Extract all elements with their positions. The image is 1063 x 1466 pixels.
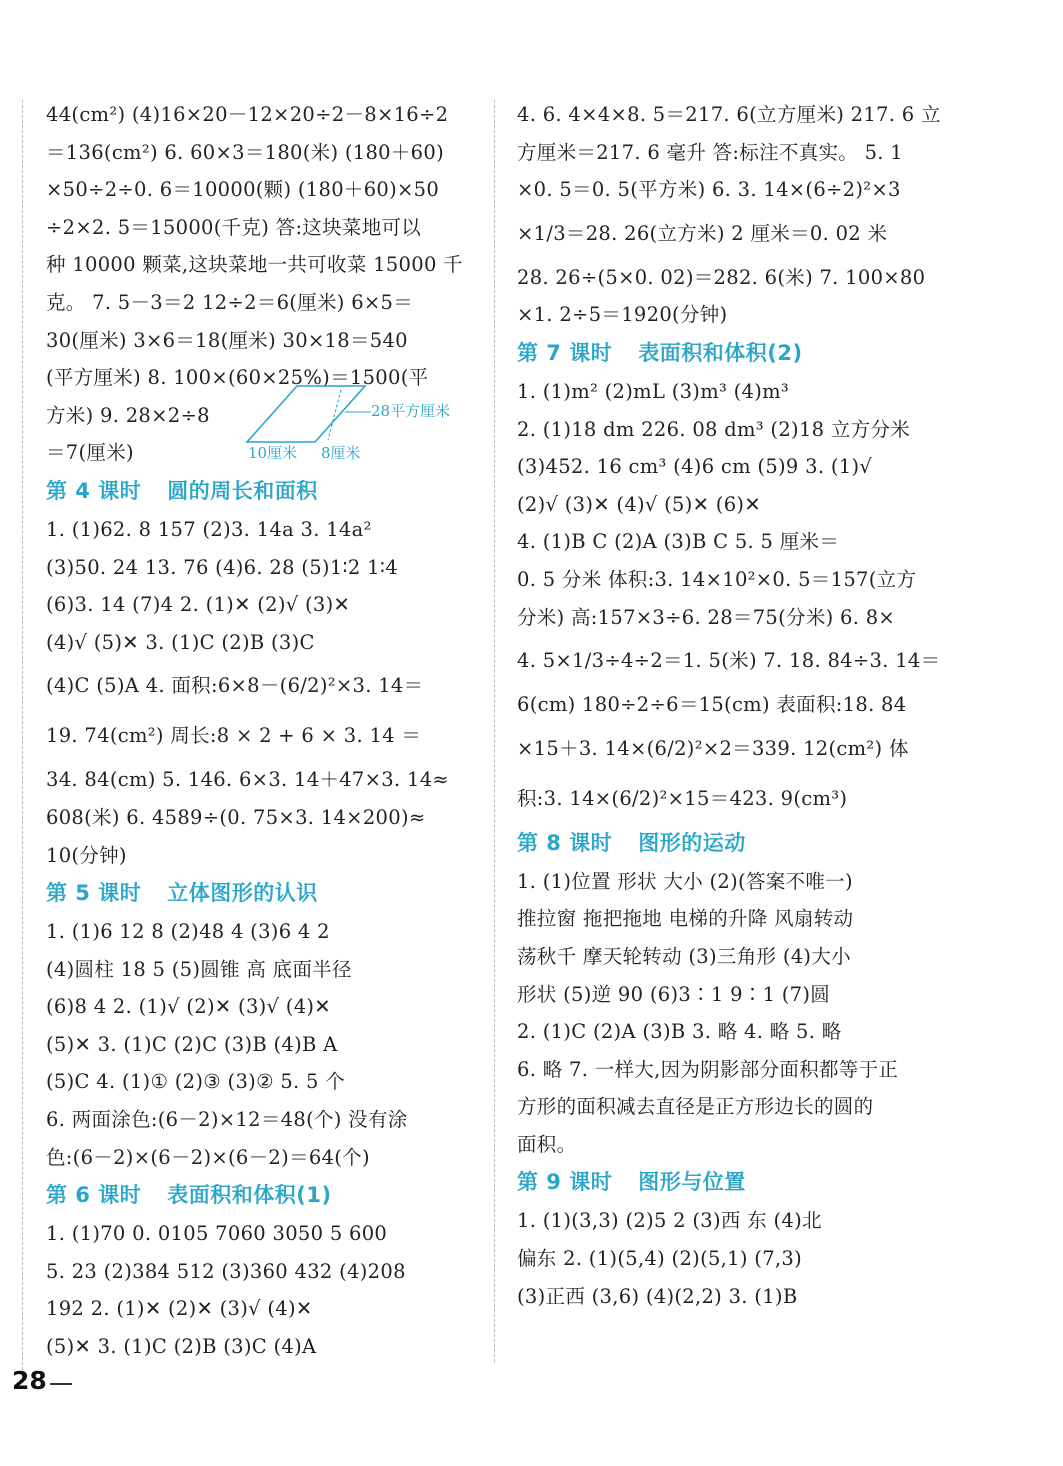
parallelogram-figure (243, 382, 473, 462)
answer-line: 2. (1)C (2)A (3)B 3. 略 4. 略 5. 略 (517, 1020, 842, 1044)
answer-line: 偏东 2. (1)(5,4) (2)(5,1) (7,3) (517, 1247, 803, 1271)
lesson-heading (517, 334, 947, 373)
answer-line: 1. (1)70 0. 0105 7060 3050 5 600 (46, 1222, 388, 1246)
lesson-number: 第 7 课时 (517, 340, 613, 365)
left-column (46, 96, 474, 1366)
column-divider (494, 100, 495, 1362)
answer-line: ×50÷2÷0. 6＝10000(颗) (180＋60)×50 (46, 178, 440, 202)
answer-line: 形状 (5)逆 90 (6)3∶1 9∶1 (7)圆 (517, 982, 831, 1006)
answer-line: 1. (1)(3,3) (2)5 2 (3)西 东 (4)北 (517, 1209, 822, 1233)
answer-line: ＝7(厘米) (46, 441, 134, 465)
answer-line: (3)452. 16 cm³ (4)6 cm (5)9 3. (1)√ (517, 455, 873, 479)
answer-line: (6)8 4 2. (1)√ (2)✕ (3)√ (4)✕ (46, 995, 331, 1019)
lesson-number: 第 4 课时 (46, 478, 142, 503)
answer-line: 608(米) 6. 4589÷(0. 75×3. 14×200)≈ (46, 805, 426, 829)
answer-line: (5)✕ 3. (1)C (2)C (3)B (4)B A (46, 1032, 338, 1056)
answer-line: 克。 7. 5－3＝2 12÷2＝6(厘米) 6×5＝ (46, 290, 414, 314)
lesson-number: 第 5 课时 (46, 881, 142, 906)
answer-line: 4. (1)B C (2)A (3)B C 5. 5 厘米＝ (517, 530, 840, 554)
answer-line: 种 10000 颗菜,这块菜地一共可收菜 15000 千 (46, 253, 463, 277)
lesson-number: 第 6 课时 (46, 1183, 142, 1208)
answer-line: (6)3. 14 (7)4 2. (1)✕ (2)√ (3)✕ (46, 593, 351, 617)
answer-line: 1. (1)62. 8 157 (2)3. 14a 3. 14a² (46, 517, 372, 541)
answer-line: 4. 5×1/3÷4÷2＝1. 5(米) 7. 18. 84÷3. 14＝ (517, 649, 941, 673)
answer-line: 4. 6. 4×4×8. 5＝217. 6(立方厘米) 217. 6 立 (517, 103, 941, 126)
page-number-dash (50, 1383, 72, 1385)
lesson-heading (517, 1163, 947, 1202)
answer-line: (4)C (5)A 4. 面积:6×8－(6/2)²×3. 14＝ (46, 674, 424, 698)
answer-line: 方形的面积减去直径是正方形边长的圆的 (517, 1095, 874, 1119)
answer-line: 6. 略 7. 一样大,因为阴影部分面积都等于正 (517, 1057, 899, 1081)
answer-line: (4)圆柱 18 5 (5)圆锥 高 底面半径 (46, 957, 352, 981)
left-margin-divider (22, 100, 23, 1370)
lesson-title: 表面积和体积(2) (638, 340, 803, 365)
answer-line: ×1/3＝28. 26(立方米) 2 厘米＝0. 02 米 (517, 221, 888, 245)
answer-line: 方米) 9. 28×2÷8 (46, 403, 210, 427)
lesson-title: 立体图形的认识 (167, 881, 318, 906)
answer-line: 方厘米＝217. 6 毫升 答:标注不真实。 5. 1 (517, 140, 903, 164)
answer-line: 192 2. (1)✕ (2)✕ (3)√ (4)✕ (46, 1297, 313, 1321)
lesson-heading (46, 1176, 474, 1215)
lesson-title: 圆的周长和面积 (167, 478, 318, 503)
answer-line: 积:3. 14×(6/2)²×15＝423. 9(cm³) (517, 786, 848, 810)
lesson-heading (517, 824, 947, 863)
lesson-heading (46, 472, 474, 511)
answer-line: 1. (1)位置 形状 大小 (2)(答案不唯一) (517, 869, 853, 893)
answer-line: 6(cm) 180÷2÷6＝15(cm) 表面积:18. 84 (517, 693, 907, 717)
lesson-number: 第 8 课时 (517, 830, 613, 855)
answer-line: (5)C 4. (1)① (2)③ (3)② 5. 5 个 (46, 1070, 346, 1094)
height-label: 8厘米 (321, 444, 361, 462)
lesson-number: 第 9 课时 (517, 1170, 613, 1195)
answer-line: 0. 5 分米 体积:3. 14×10²×0. 5＝157(立方 (517, 567, 917, 591)
lesson-title: 图形的运动 (638, 830, 746, 855)
answer-line: (3)50. 24 13. 76 (4)6. 28 (5)1∶2 1∶4 (46, 555, 398, 579)
answer-line: 分米) 高:157×3÷6. 28＝75(分米) 6. 8× (517, 605, 896, 629)
answer-line: 34. 84(cm) 5. 146. 6×3. 14＋47×3. 14≈ (46, 768, 450, 792)
answer-line: 10(分钟) (46, 843, 127, 867)
answer-line: 44(cm²) (4)16×20－12×20÷2－8×16÷2 (46, 103, 449, 126)
answer-line: ＝136(cm²) 6. 60×3＝180(米) (180＋60) (46, 140, 445, 164)
answer-line: 5. 23 (2)384 512 (3)360 432 (4)208 (46, 1259, 406, 1283)
answer-line: 1. (1)m² (2)mL (3)m³ (4)m³ (517, 379, 790, 403)
answer-line: ×15＋3. 14×(6/2)²×2＝339. 12(cm²) 体 (517, 736, 909, 760)
answer-line: 色:(6－2)×(6－2)×(6－2)＝64(个) (46, 1145, 370, 1169)
page-number: 28 (12, 1366, 47, 1395)
lesson-title: 图形与位置 (638, 1170, 746, 1195)
area-label: 28平方厘米 (371, 402, 451, 420)
answer-line: ×0. 5＝0. 5(平方米) 6. 3. 14×(6÷2)²×3 (517, 178, 901, 202)
answer-line: (3)正西 (3,6) (4)(2,2) 3. (1)B (517, 1284, 798, 1308)
answer-line: 推拉窗 拖把拖地 电梯的升降 风扇转动 (517, 907, 854, 931)
answer-line: 6. 两面涂色:(6－2)×12＝48(个) 没有涂 (46, 1108, 408, 1132)
answer-line: 30(厘米) 3×6＝18(厘米) 30×18＝540 (46, 328, 408, 352)
parallelogram-shape (247, 386, 365, 442)
right-column (517, 96, 947, 1315)
answer-line: (2)√ (3)✕ (4)√ (5)✕ (6)✕ (517, 492, 761, 516)
answer-line: ×1. 2÷5＝1920(分钟) (517, 303, 728, 327)
answer-line: 28. 26÷(5×0. 02)＝282. 6(米) 7. 100×80 (517, 265, 926, 289)
answer-line: 面积。 (517, 1132, 577, 1156)
answer-line: 荡秋千 摩天轮转动 (3)三角形 (4)大小 (517, 944, 851, 968)
answer-line: 1. (1)6 12 8 (2)48 4 (3)6 4 2 (46, 920, 330, 944)
lesson-heading (46, 874, 474, 913)
answer-line: (4)√ (5)✕ 3. (1)C (2)B (3)C (46, 630, 315, 654)
answer-line: 19. 74(cm²) 周长:8 × 2 + 6 × 3. 14 ＝ (46, 724, 422, 748)
base-label: 10厘米 (248, 444, 298, 462)
answer-line: (5)✕ 3. (1)C (2)B (3)C (4)A (46, 1335, 317, 1359)
answer-line: ÷2×2. 5＝15000(千克) 答:这块菜地可以 (46, 215, 422, 239)
answer-line: (平方厘米) 8. 100×(60×25%)＝1500(平 (46, 366, 429, 390)
answer-line: 2. (1)18 dm 226. 08 dm³ (2)18 立方分米 (517, 417, 911, 441)
lesson-title: 表面积和体积(1) (167, 1183, 332, 1208)
